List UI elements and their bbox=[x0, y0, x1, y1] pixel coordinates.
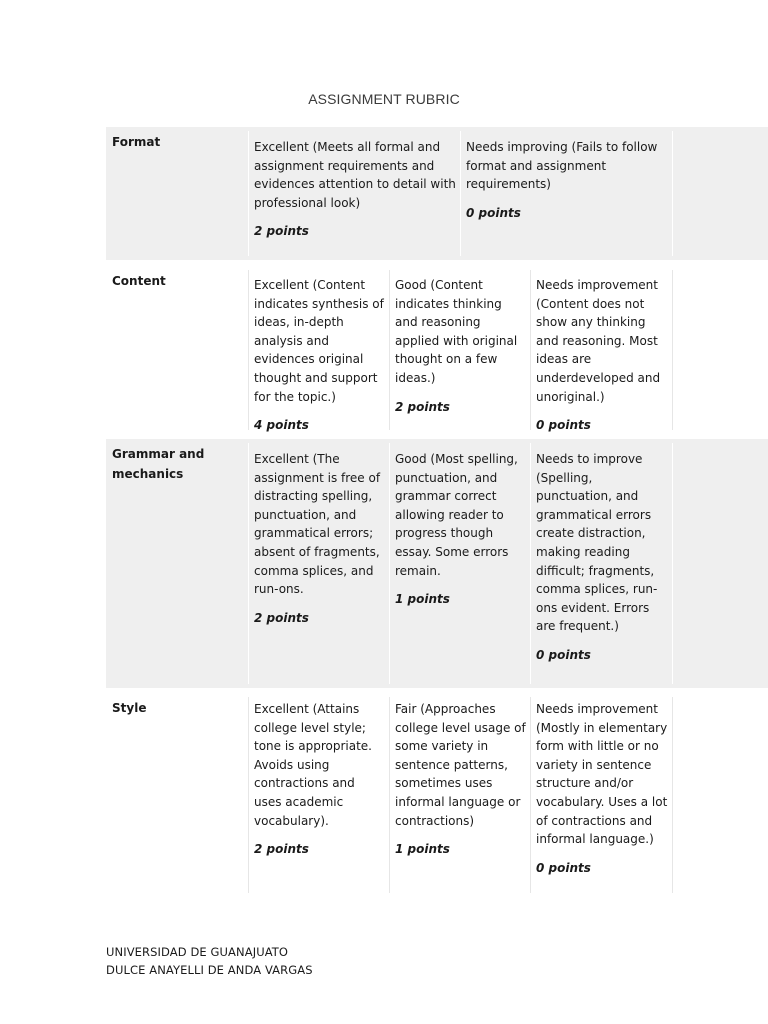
level-points: 0 points bbox=[536, 860, 591, 875]
level-points: 2 points bbox=[254, 842, 309, 857]
column-divider bbox=[672, 443, 673, 684]
level-description: Good (Content indicates thinking and reasoning applied with original thought on a few ideas.) bbox=[395, 278, 518, 385]
level-points: 0 points bbox=[536, 418, 591, 433]
level-cell bbox=[531, 276, 673, 435]
level-cell bbox=[531, 450, 673, 665]
level-description: Excellent (Attains college level style; tone is appropriate. Avoids using contractions and uses academic vocabulary). bbox=[254, 702, 372, 828]
level-cell bbox=[249, 138, 461, 241]
level-points: 4 points bbox=[254, 418, 309, 433]
criterion-label: Grammar and mechanics bbox=[112, 447, 205, 481]
footer-author: DULCE ANAYELLI DE ANDA VARGAS bbox=[106, 963, 313, 977]
level-cell bbox=[249, 700, 390, 859]
rubric-row-style bbox=[106, 693, 768, 897]
document-title-text: ASSIGNMENT RUBRIC bbox=[308, 91, 460, 107]
rubric-row-content bbox=[106, 266, 768, 434]
level-cell bbox=[390, 276, 531, 416]
footer-institution: UNIVERSIDAD DE GUANAJUATO bbox=[106, 945, 289, 959]
document-footer bbox=[106, 943, 313, 979]
level-points: 1 points bbox=[395, 842, 450, 857]
level-cell bbox=[390, 700, 531, 859]
level-cell bbox=[249, 276, 390, 435]
level-description: Needs improvement (Content does not show any thinking and reasoning. Most ideas are underdeveloped and unoriginal.) bbox=[536, 278, 661, 404]
level-description: Needs to improve (Spelling, punctuation, and grammatical errors create distraction, making reading difficult; fragments, comma splices, run-ons evident. Errors are frequent.) bbox=[536, 452, 658, 634]
level-cell bbox=[390, 450, 531, 609]
level-points: 2 points bbox=[395, 399, 450, 414]
column-divider bbox=[672, 697, 673, 893]
criterion-label: Content bbox=[112, 274, 166, 288]
level-description: Excellent (The assignment is free of distracting spelling, punctuation, and grammatical errors; absent of fragments, comma splices, and run-ons. bbox=[254, 452, 381, 597]
level-cell bbox=[249, 450, 390, 627]
document-title bbox=[0, 91, 768, 107]
level-points: 1 points bbox=[395, 592, 450, 607]
rubric-row-format bbox=[106, 127, 768, 260]
level-description: Needs improvement (Mostly in elementary form with little or no variety in sentence structure and/or vocabulary. Uses a lot of contractions and informal language.) bbox=[536, 702, 668, 847]
level-points: 0 points bbox=[536, 647, 591, 662]
level-description: Excellent (Meets all formal and assignment requirements and evidences attention to detail with professional look) bbox=[254, 140, 456, 210]
column-divider bbox=[672, 270, 673, 430]
level-cell bbox=[461, 138, 673, 222]
criterion-label: Format bbox=[112, 135, 161, 149]
level-description: Fair (Approaches college level usage of some variety in sentence patterns, sometimes uses informal language or contractions) bbox=[395, 702, 526, 828]
rubric-row-grammar bbox=[106, 439, 768, 688]
level-cell bbox=[531, 700, 673, 877]
column-divider bbox=[672, 131, 673, 256]
level-points: 2 points bbox=[254, 610, 309, 625]
level-description: Excellent (Content indicates synthesis of ideas, in-depth analysis and evidences original thought and support for the topic.) bbox=[254, 278, 384, 404]
level-points: 2 points bbox=[254, 224, 309, 239]
criterion-label: Style bbox=[112, 701, 147, 715]
level-points: 0 points bbox=[466, 205, 521, 220]
level-description: Needs improving (Fails to follow format and assignment requirements) bbox=[466, 140, 658, 192]
level-description: Good (Most spelling, punctuation, and grammar correct allowing reader to progress though essay. Some errors remain. bbox=[395, 452, 518, 578]
